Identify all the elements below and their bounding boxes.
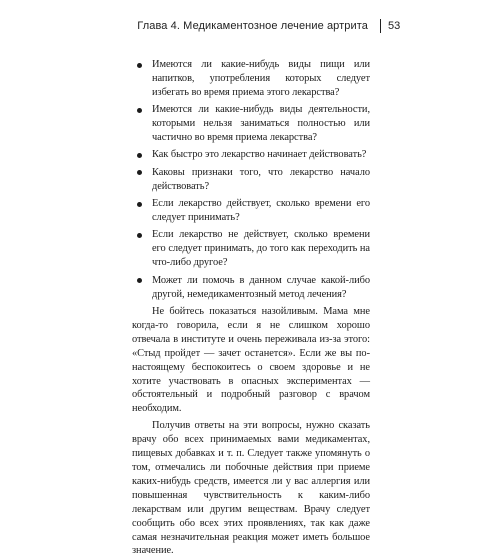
question-item: Имеются ли какие-нибудь виды пищи или напитков, употребления которых следует избегать во время приема этого лекарства? bbox=[132, 58, 370, 100]
question-item: Как быстро это лекарство начинает действовать? bbox=[132, 148, 370, 162]
question-list bbox=[132, 58, 370, 302]
paragraph: Получив ответы на эти вопросы, нужно сказать врачу обо всех принимаемых вами медикаментах, пищевых добавках и т. п. Следует также упомянуть о том, отмечались ли побочные действия при приеме каких-нибудь средств, имеется ли у вас аллергия или повышенная чувствительность к каким-либо лекарствам или другим веществам. Врачу следует сообщить обо всех этих проявлениях, так как даже самая незначительная реакция может иметь большое значение. bbox=[132, 420, 370, 557]
question-item: Может ли помочь в данном случае какой-либо другой, немедикаментозный метод лечения? bbox=[132, 274, 370, 302]
running-head: Глава 4. Медикаментозное лечение артрита bbox=[137, 20, 368, 32]
question-item: Если лекарство не действует, сколько времени его следует принимать, до того как переходить на что-либо другое? bbox=[132, 228, 370, 270]
page-number: 53 bbox=[388, 20, 401, 32]
question-item: Каковы признаки того, что лекарство начало действовать? bbox=[132, 166, 370, 194]
paragraph: Не бойтесь показаться назойливым. Мама мне когда-то говорила, если я не слишком хорошо отвечала в институте и очень переживала из-за этого: «Стыд пройдет — зачет останется». Если же вы по-настоящему беспокоитесь о своем здоровье и не хотите участвовать в опасных экспериментах — обстоятельный и подробный разговор с врачом необходим. bbox=[132, 306, 370, 415]
header-divider bbox=[380, 19, 381, 33]
question-item: Имеются ли какие-нибудь виды деятельности, которыми нельзя заниматься полностью или частично во время приема лекарства? bbox=[132, 103, 370, 145]
body-text bbox=[132, 58, 370, 558]
question-item: Если лекарство действует, сколько времени его следует принимать? bbox=[132, 197, 370, 225]
